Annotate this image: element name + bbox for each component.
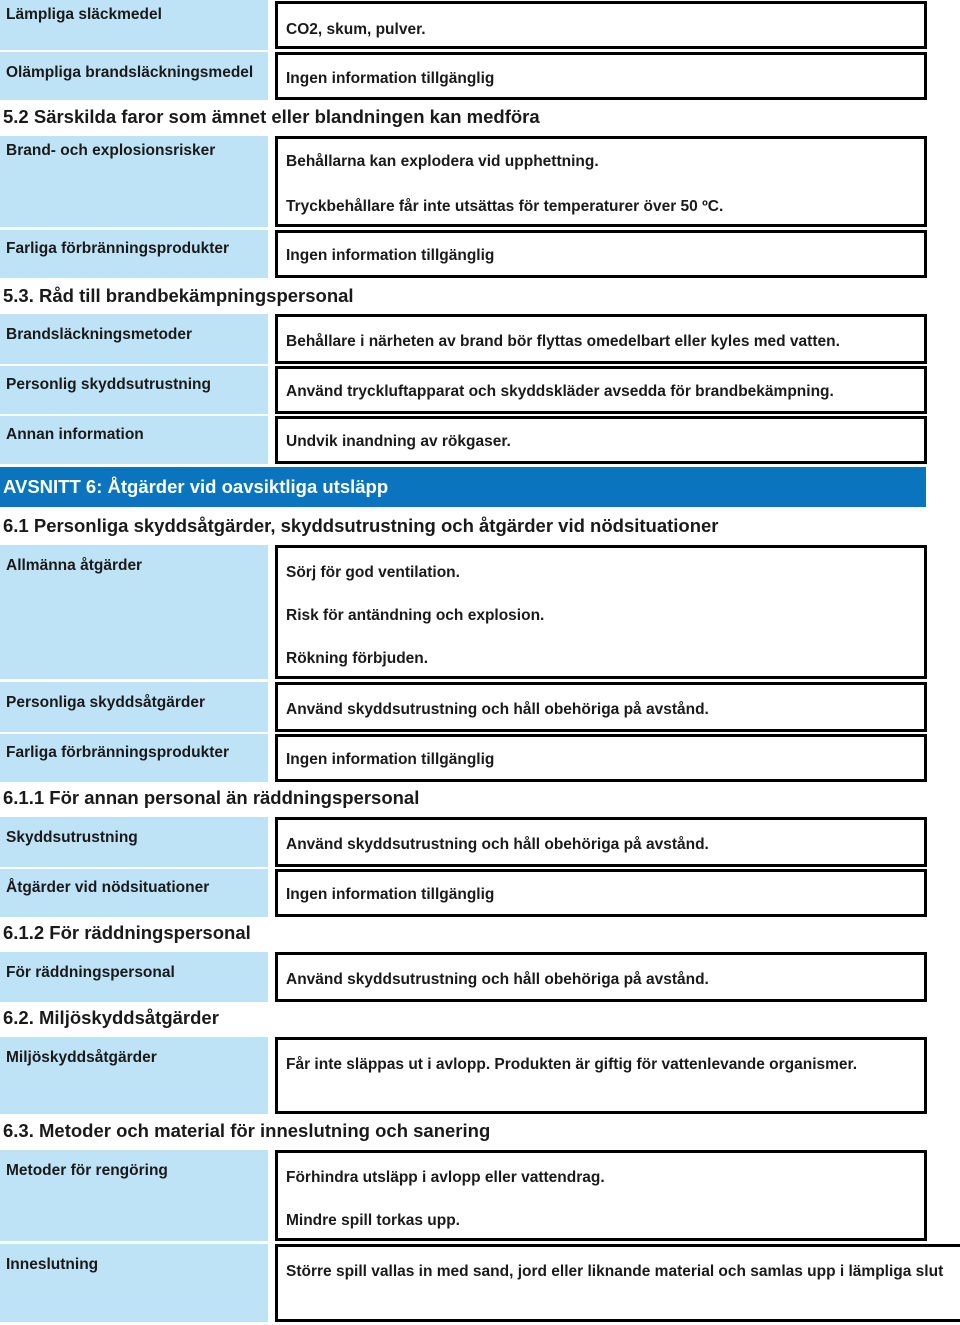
- label-emergency-responders: För räddningspersonal: [0, 952, 268, 1002]
- section-6-banner: AVSNITT 6: Åtgärder vid oavsiktliga utsläpp: [0, 467, 926, 507]
- value-emergency-procedures: [275, 869, 927, 917]
- value-text: Ingen information tillgänglig: [286, 886, 495, 903]
- value-personal-protective-equipment: [275, 366, 927, 414]
- value-text: Behållare i närheten av brand bör flyttas omedelbart eller kyles med vatten.: [286, 333, 840, 350]
- value-firefighting-methods: [275, 314, 927, 364]
- heading-6-1-1: 6.1.1 För annan personal än räddningspersonal: [3, 787, 420, 808]
- value-fire-explosion-hazards: [275, 136, 927, 227]
- value-text: Större spill vallas in med sand, jord eller liknande material och samlas upp i lämpliga slut: [286, 1263, 944, 1280]
- value-text: Mindre spill torkas upp.: [286, 1212, 460, 1229]
- value-text: Använd tryckluftapparat och skyddskläder avsedda för brandbekämpning.: [286, 383, 834, 400]
- value-emergency-responders: [275, 952, 927, 1002]
- value-text: Använd skyddsutrustning och håll obehöriga på avstånd.: [286, 971, 709, 988]
- value-environmental-precautions: [275, 1037, 927, 1114]
- value-hazardous-combustion-products-6: [275, 734, 927, 782]
- value-text: Får inte släppas ut i avlopp. Produkten är giftig för vattenlevande organismer.: [286, 1056, 858, 1073]
- heading-6-3: 6.3. Metoder och material för inneslutning och sanering: [3, 1120, 491, 1141]
- value-text: Använd skyddsutrustning och håll obehöriga på avstånd.: [286, 701, 709, 718]
- label-protective-equipment: Skyddsutrustning: [0, 817, 268, 867]
- label-containment: Inneslutning: [0, 1244, 268, 1322]
- value-general-measures: [275, 545, 927, 679]
- value-personal-precautions: [275, 682, 927, 732]
- value-hazardous-combustion-products: [275, 230, 927, 278]
- heading-5-3: 5.3. Råd till brandbekämpningspersonal: [3, 285, 354, 306]
- value-cleaning-methods: [275, 1150, 927, 1241]
- value-unsuitable-extinguishing-media: [275, 52, 927, 100]
- value-containment: [275, 1244, 960, 1322]
- heading-6-2: 6.2. Miljöskyddsåtgärder: [3, 1007, 219, 1028]
- label-hazardous-combustion-products: Farliga förbränningsprodukter: [0, 230, 268, 278]
- label-hazardous-combustion-products-6: Farliga förbränningsprodukter: [0, 734, 268, 782]
- value-other-information: [275, 416, 927, 464]
- value-text: Ingen information tillgänglig: [286, 247, 495, 264]
- label-environmental-precautions: Miljöskyddsåtgärder: [0, 1037, 268, 1114]
- value-protective-equipment: [275, 817, 927, 867]
- value-text: Behållarna kan explodera vid upphettning.: [286, 153, 599, 170]
- value-text: Förhindra utsläpp i avlopp eller vattendrag.: [286, 1169, 605, 1186]
- label-suitable-extinguishing-media: Lämpliga släckmedel: [0, 0, 268, 50]
- value-text: Tryckbehållare får inte utsättas för temperaturer över 50 ºC.: [286, 198, 724, 215]
- label-personal-protective-equipment: Personlig skyddsutrustning: [0, 366, 268, 414]
- label-unsuitable-extinguishing-media: Olämpliga brandsläckningsmedel: [0, 52, 268, 100]
- label-fire-explosion-hazards: Brand- och explosionsrisker: [0, 136, 268, 227]
- label-emergency-procedures: Åtgärder vid nödsituationer: [0, 869, 268, 917]
- label-personal-precautions: Personliga skyddsåtgärder: [0, 682, 268, 732]
- heading-6-1: 6.1 Personliga skyddsåtgärder, skyddsutrustning och åtgärder vid nödsituationer: [3, 515, 719, 536]
- value-suitable-extinguishing-media: [275, 1, 927, 49]
- value-text: Ingen information tillgänglig: [286, 70, 495, 87]
- value-text: Risk för antändning och explosion.: [286, 607, 545, 624]
- label-other-information: Annan information: [0, 416, 268, 464]
- heading-5-2: 5.2 Särskilda faror som ämnet eller blandningen kan medföra: [3, 106, 540, 127]
- value-text: Rökning förbjuden.: [286, 650, 429, 667]
- value-text: CO2, skum, pulver.: [286, 21, 426, 38]
- heading-6-1-2: 6.1.2 För räddningspersonal: [3, 922, 251, 943]
- label-firefighting-methods: Brandsläckningsmetoder: [0, 314, 268, 364]
- label-cleaning-methods: Metoder för rengöring: [0, 1150, 268, 1241]
- value-text: Sörj för god ventilation.: [286, 564, 460, 581]
- label-general-measures: Allmänna åtgärder: [0, 545, 268, 679]
- value-text: Undvik inandning av rökgaser.: [286, 433, 511, 450]
- value-text: Använd skyddsutrustning och håll obehöriga på avstånd.: [286, 836, 709, 853]
- value-text: Ingen information tillgänglig: [286, 751, 495, 768]
